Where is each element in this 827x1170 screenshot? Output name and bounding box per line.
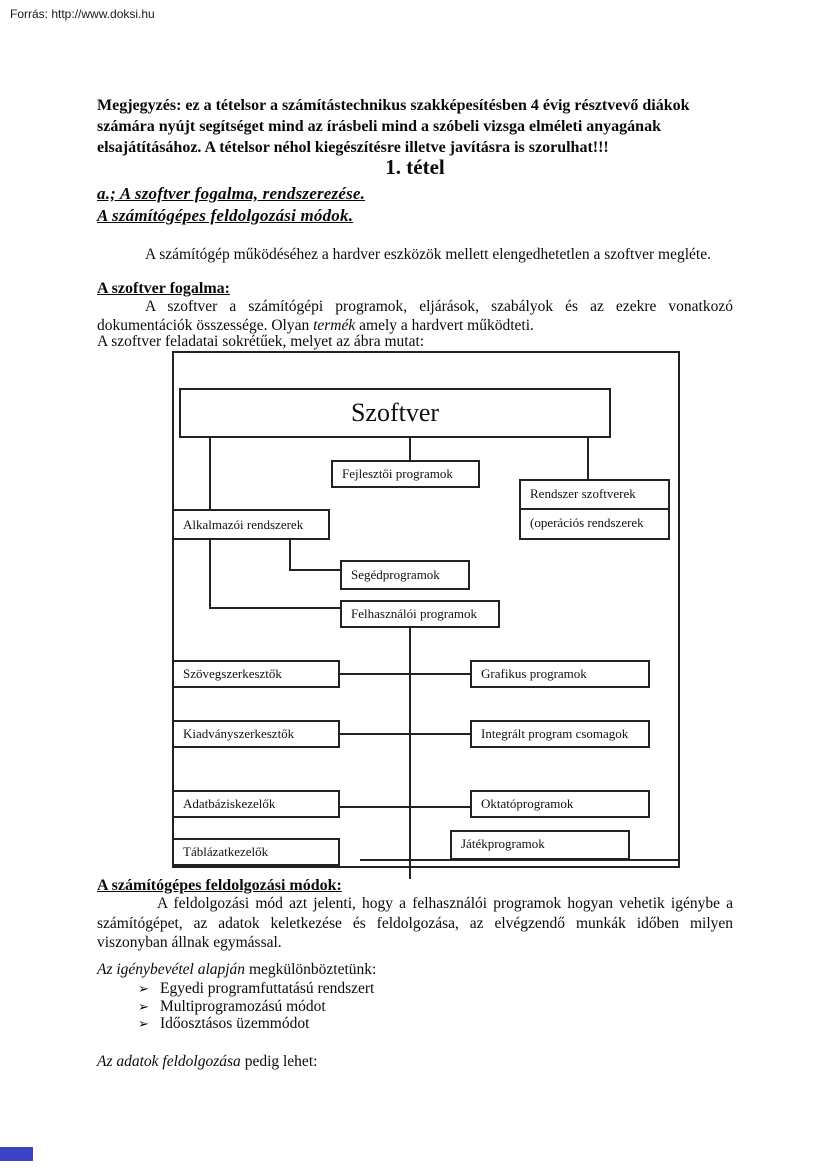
node-szovegszerkesztok: Szövegszerkesztők xyxy=(172,660,340,688)
list-item xyxy=(138,998,374,1016)
usage-lead-italic: Az igénybevétel alapján xyxy=(97,961,246,978)
arrow-bullet-icon: ➢ xyxy=(138,1016,149,1031)
topic-heading-a: a.; A szoftver fogalma, rendszerezése. xyxy=(97,184,366,203)
bullet-text: Egyedi programfuttatású rendszert xyxy=(160,980,375,997)
pdf-link-annotation-box xyxy=(0,1147,33,1161)
data-lead-italic: Az adatok feldolgozása xyxy=(97,1053,241,1070)
usage-lead-rest: megkülönböztetünk: xyxy=(245,961,377,978)
note-paragraph: Megjegyzés: ez a tételsor a számítástechnikus szakképesítésben 4 évig résztvevő diákok számára nyújt segítséget mind az írásbeli mind a szóbeli vizsga elméleti anyagának elsajátításához. A tételsor néhol kiegészítésre illetve javításra is szorulhat!!! xyxy=(97,97,690,156)
intro-sentence: A számítógép működéséhez a hardver eszközök mellett elengedhetetlen a szoftver megléte. xyxy=(145,246,711,263)
section2-heading: A számítógépes feldolgozási módok: xyxy=(97,877,342,894)
arrow-bullet-icon: ➢ xyxy=(138,998,149,1014)
node-segedprogramok: Segédprogramok xyxy=(340,560,470,590)
bullet-text: Multiprogramozású módot xyxy=(160,997,326,1015)
section2-paragraph: A feldolgozási mód azt jelenti, hogy a felhasználói programok hogyan vehetik igénybe a számítógépet, az adatok keletkezése és feldolgozása, az elvégzendő munkák időben milyen viszonyban állnak egymással. xyxy=(97,895,733,951)
data-processing-lead-line xyxy=(97,1053,317,1071)
node-rendszer-szoftverek xyxy=(519,479,670,540)
usage-bullet-list xyxy=(138,980,374,1033)
software-hierarchy-diagram xyxy=(172,351,680,868)
list-item xyxy=(138,1015,374,1033)
usage-lead-line xyxy=(97,961,376,979)
arrow-bullet-icon: ➢ xyxy=(138,981,149,996)
section1-heading: A szoftver fogalma: xyxy=(97,280,230,297)
section1-paragraph-part1: A szoftver a számítógépi programok, eljárások, szabályok és az ezekre vonatkozó dokumentációk összessége. Olyan xyxy=(97,298,733,334)
node-rendszer-szoftverek-top: Rendszer szoftverek xyxy=(521,481,668,510)
section1-paragraph-part2: amely a hardvert működteti. xyxy=(355,316,534,334)
node-integralt-program-csomagok: Integrált program csomagok xyxy=(470,720,650,748)
node-tablazatkezelok: Táblázatkezelők xyxy=(172,838,340,866)
node-kiadvanyszerkesztok: Kiadványszerkesztők xyxy=(172,720,340,748)
source-url-line: Forrás: http://www.doksi.hu xyxy=(10,7,155,21)
node-adatbaziskezelok: Adatbáziskezelők xyxy=(172,790,340,818)
topic-heading-b: A számítógépes feldolgozási módok. xyxy=(97,206,354,225)
list-item xyxy=(138,980,374,998)
page-title: 1. tétel xyxy=(385,155,445,179)
section1-paragraph-italic: termék xyxy=(313,316,356,334)
node-szoftver: Szoftver xyxy=(179,388,611,438)
node-jatekprogramok: Játékprogramok xyxy=(450,830,630,860)
bullet-text: Időosztásos üzemmódot xyxy=(160,1015,310,1032)
node-oktatoprogramok: Oktatóprogramok xyxy=(470,790,650,818)
section1-lead-to-figure: A szoftver feladatai sokrétűek, melyet az ábra mutat: xyxy=(97,333,425,350)
node-operacios-rendszerek: (operációs rendszerek xyxy=(530,515,644,530)
node-felhasznaloi-programok: Felhasználói programok xyxy=(340,600,500,628)
node-alkalmazoi-rendszerek: Alkalmazói rendszerek xyxy=(172,509,330,540)
data-lead-rest: pedig lehet: xyxy=(240,1053,318,1070)
section1-paragraph xyxy=(97,298,733,335)
node-fejlesztoi-programok: Fejlesztői programok xyxy=(331,460,480,488)
node-grafikus-programok: Grafikus programok xyxy=(470,660,650,688)
